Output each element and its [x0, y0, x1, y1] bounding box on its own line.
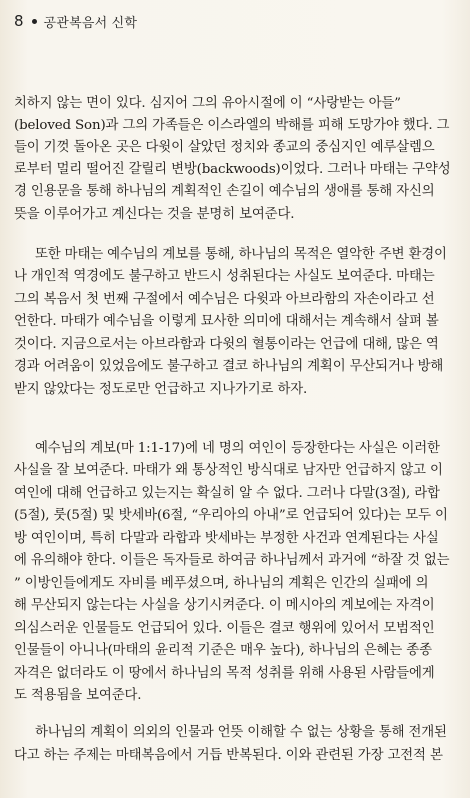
paragraph-3: [14, 440, 455, 710]
page-number: 8: [14, 12, 24, 30]
text-line: 들이 기껏 돌아온 곳은 다윗이 살았던 정치와 종교의 중심지인 예루살렘으: [14, 140, 435, 155]
text-line: 자격은 없더라도 이 땅에서 하나님의 목적 성취를 위해 사용된 사람들에게: [14, 666, 435, 681]
running-title: 공관복음서 신학: [43, 15, 138, 31]
text-line: 로부터 멀리 떨어진 갈릴리 변방(backwoods)이었다. 그러나 마태는 구약성: [14, 162, 451, 177]
paragraph-4: [14, 724, 455, 774]
bullet-icon: [32, 19, 37, 24]
text-line: 인물들이 아니나(마태의 윤리적 기준은 매우 높다), 하나님의 은혜는 종종: [14, 643, 432, 658]
text-line: 하나님의 계획이 의외의 인물과 언뜻 이해할 수 없는 상황을 통해 전개된: [35, 725, 447, 740]
text-line: 해 무산되지 않는다는 사실을 상기시켜준다. 이 메시아의 계보에는 자격이: [14, 598, 435, 613]
text-line: 다고 하는 주제는 마태복음에서 거듭 반복된다. 이와 관련된 가장 고전적 본: [14, 748, 443, 763]
text-line: 의심스러운 인물들도 언급되어 있다. 이들은 결코 행위에 있어서 모범적인: [14, 621, 435, 636]
text-line: 치하지 않는 면이 있다. 심지어 그의 유아시절에 이 “사랑받는 아들”: [14, 96, 401, 111]
text-line: 사실을 잘 보여준다. 마태가 왜 통상적인 방식대로 남자만 언급하지 않고 이: [14, 463, 443, 478]
text-line: 것이다. 지금으로서는 아브라함과 다윗의 혈통이라는 언급에 대해, 많은 역: [14, 337, 439, 352]
paragraph-2: [14, 246, 455, 406]
text-line: 도 적용됨을 보여준다.: [14, 688, 142, 703]
text-line: 나 개인적 역경에도 불구하고 반드시 성취된다는 사실도 보여준다. 마태는: [14, 269, 435, 284]
text-line: 그의 복음서 첫 번째 구절에서 예수님은 다윗과 아브라함의 자손이라고 선: [14, 292, 435, 307]
text-line: 방 여인이며, 특히 다말과 라합과 밧세바는 부정한 사건과 연계된다는 사실: [14, 531, 439, 546]
text-line: 언한다. 마태가 예수님을 이렇게 묘사한 의미에 대해서는 계속해서 살펴 볼: [14, 314, 439, 329]
text-line: 경과 어려움이 있었음에도 불구하고 결코 하나님의 계획이 무산되거나 방해: [14, 359, 444, 374]
text-line: 또한 마태는 예수님의 계보를 통해, 하나님의 목적은 열악한 주변 환경이: [35, 247, 447, 262]
text-line: ” 이방인들에게도 자비를 베푸셨으며, 하나님의 계획은 인간의 실패에 의: [14, 576, 429, 591]
text-line: 예수님의 계보(마 1:1-17)에 네 명의 여인이 등장한다는 사실은 이러한: [35, 441, 440, 456]
text-line: 받지 않았다는 정도로만 언급하고 지나가기로 하자.: [14, 382, 308, 397]
text-line: 뜻을 이루어가고 계신다는 것을 분명히 보여준다.: [14, 207, 295, 222]
text-line: (5절), 룻(5절) 및 밧세바(6절, “우리아의 아내”로 언급되어 있다)는 모두 이: [14, 508, 448, 523]
text-line: 경 인용문을 통해 하나님의 계획적인 손길이 예수님의 생애를 통해 자신의: [14, 184, 435, 199]
text-line: 여인에 대해 언급하고 있는지는 확실히 알 수 없다. 그러나 다말(3절), 라합: [14, 486, 440, 501]
text-line: (beloved Son)과 그의 가족들은 이스라엘의 박해를 피해 도망가야 했다. 그: [14, 118, 450, 133]
text-line: 에 유의해야 한다. 이들은 독자들로 하여금 하나님께서 과거에 “하잘 것 없는: [14, 553, 450, 568]
running-header: [14, 10, 137, 32]
paragraph-1: [14, 95, 455, 225]
